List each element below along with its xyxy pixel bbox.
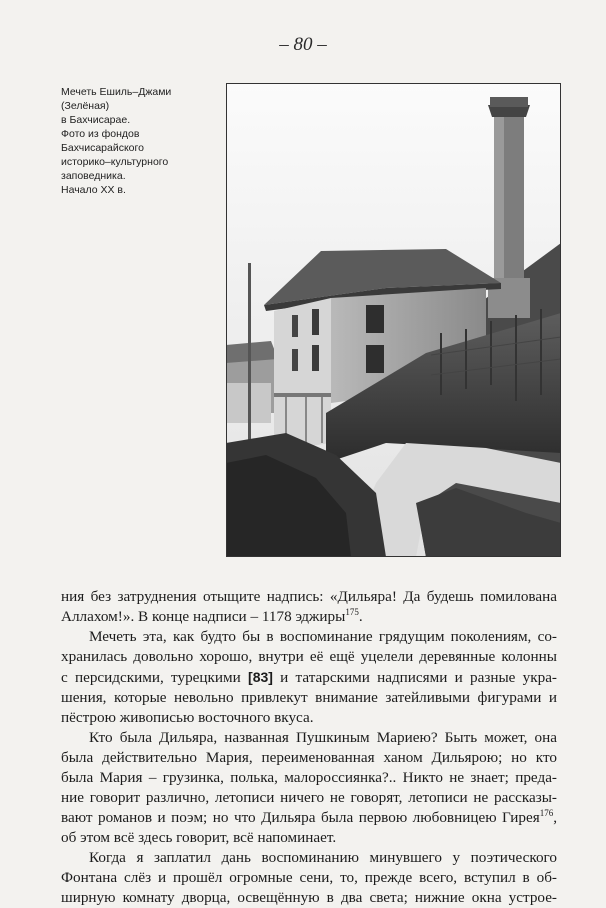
paragraph (61, 627, 557, 728)
text-fragment: . (358, 608, 363, 625)
caption-line: в Бахчисарае. (61, 114, 131, 126)
text-line: об этом всё здесь говорит, всё напоминает. (61, 829, 337, 846)
text-line: Мечеть эта, как будто бы в воспоминание грядущим поколениям, со- (89, 628, 557, 645)
text-fragment: , (553, 809, 557, 826)
text-fragment: и татарскими надписями и разные укра- (272, 669, 557, 686)
text-line: ние говорит различно, летописи ничего не говорят, летописи не рассказы- (61, 789, 557, 806)
page-reference: [83] (248, 669, 273, 685)
footnote-marker: 176 (539, 807, 554, 818)
text-line: была действительно Мария, переименованная ханом Дильярою; но кто (61, 749, 557, 766)
caption-line: Бахчисарайского (61, 142, 144, 154)
text-line: Когда я заплатил дань воспоминанию минувшего у поэтического (89, 849, 557, 866)
text-line: ния без затруднения отыщите надпись: «Дильяра! Да будешь помилована (61, 588, 557, 605)
text-line (61, 607, 557, 627)
text-fragment: Аллахом!». В конце надписи – 1178 эджиры (61, 608, 346, 625)
caption-line: заповедника. (61, 170, 126, 182)
caption-line: Мечеть Ешиль–Джами (61, 86, 172, 98)
paragraph (61, 848, 557, 908)
page-number: – 80 – (279, 34, 327, 55)
footnote-marker: 175 (345, 606, 359, 617)
text-line (61, 808, 557, 828)
body-text (61, 587, 557, 908)
text-line: пёстрою живописью восточного вкуса. (61, 709, 314, 726)
text-line: Фонтана слёз и прошёл огромные сени, то, прежде всего, вступил в об- (61, 869, 557, 886)
text-fragment: вают романов и поэм; но что Дильяра была первою любовницею Гирея (61, 809, 540, 826)
mosque-photo (226, 83, 561, 557)
paragraph (61, 728, 557, 848)
text-fragment: с персидскими, турецкими (61, 669, 249, 686)
caption-line: Фото из фондов (61, 128, 140, 140)
photo-caption (61, 85, 221, 197)
text-line: шения, которые невольно привлекут внимание затейливыми фигурами и (61, 689, 557, 706)
caption-line: Начало XX в. (61, 184, 126, 196)
text-line (61, 667, 557, 688)
paragraph (61, 587, 557, 627)
text-line: Кто была Дильяра, названная Пушкиным Мариею? Быть может, она (89, 729, 557, 746)
text-line: была Мария – грузинка, полька, малороссиянка?.. Никто не знает; преда- (61, 769, 557, 786)
text-line: хранилась довольно хорошо, внутри её ещё уцелели деревянные колонны (61, 648, 557, 665)
text-line: ширную комнату дворца, освещённую в два света; нижние окна устрое- (61, 889, 557, 906)
caption-line: (Зелёная) (61, 100, 110, 112)
caption-line: историко–культурного (61, 156, 169, 168)
